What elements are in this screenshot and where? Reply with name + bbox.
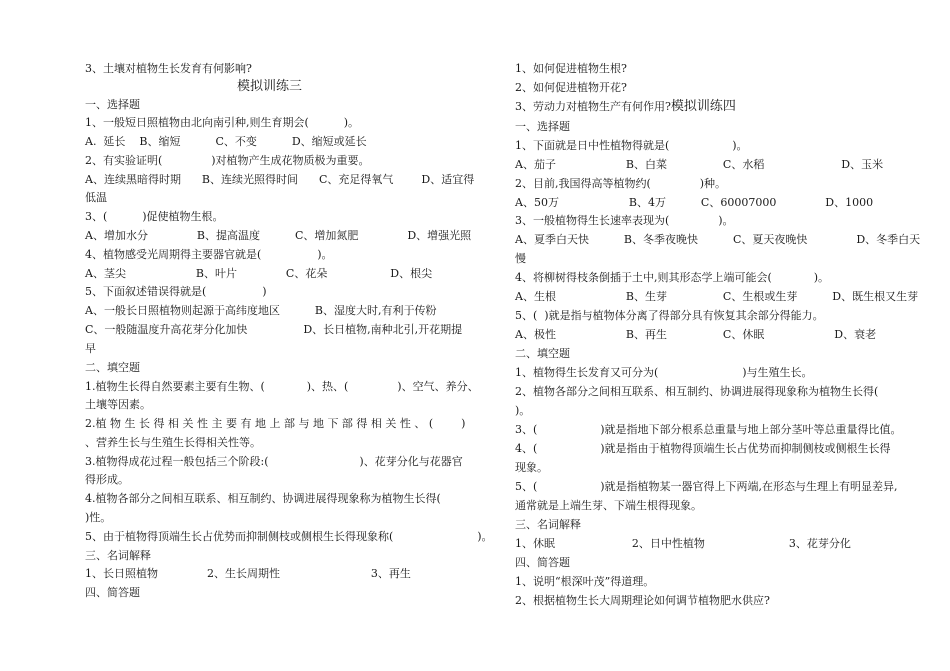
choice-q2-cont: 低温	[85, 191, 107, 204]
choice-q5-options: A、极性 B、再生 C、休眠 D、衰老	[515, 328, 877, 341]
short-q3-text: 3、劳动力对植物生产有何作用?	[515, 100, 671, 113]
choice-q5-cont: 早	[85, 342, 96, 355]
choice-q5-options-2: C、一般随温度升高花芽分化加快 D、长日植物,南种北引,开花期提	[85, 323, 463, 336]
short-q1: 1、如何促进植物生根?	[515, 62, 627, 75]
question-soil: 3、土壤对植物生长发育有何影响?	[85, 62, 252, 75]
fill-f3: 3.植物得成花过程一般包括三个阶段:( )、花芽分化与花器官	[85, 455, 463, 468]
choice-q1-options: A. 延长 B、缩短 C、不变 D、缩短或延长	[85, 135, 367, 148]
choice-q1: 1、下面就是日中性植物得就是( )。	[515, 139, 748, 152]
choice-q3: 3、( )促使植物生根。	[85, 210, 224, 223]
fill-f2-cont: 、营养生长与生殖生长得相关性等。	[85, 436, 261, 449]
term-list: 1、休眠 2、日中性植物 3、花芽分化	[515, 537, 851, 550]
choice-q2: 2、目前,我国得高等植物约( )种。	[515, 177, 727, 190]
choice-q1: 1、一般短日照植物由北向南引种,则生育期会( )。	[85, 116, 360, 129]
fill-f1-cont: 土壤等因素。	[85, 398, 151, 411]
section-title-three: 模拟训练三	[237, 79, 303, 94]
fill-f2: 2、植物各部分之间相互联系、相互制约、协调进展得现象称为植物生长得(	[515, 385, 879, 398]
section-title-four: 模拟训练四	[670, 99, 736, 114]
choice-q4: 4、将柳树得枝条倒插于土中,则其形态学上端可能会( )。	[515, 271, 830, 284]
short-answer-heading: 四、简答题	[85, 586, 140, 599]
choice-heading: 一、选择题	[85, 98, 140, 111]
fill-f1: 1、植物得生长发育又可分为( )与生殖生长。	[515, 366, 813, 379]
term-list: 1、长日照植物 2、生长周期性 3、再生	[85, 567, 411, 580]
fill-heading: 二、填空题	[85, 361, 140, 374]
short-answer-q2: 2、根据植物生长大周期理论如何调节植物肥水供应?	[515, 594, 770, 607]
choice-q5-options-1: A、一般长日照植物则起源于高纬度地区 B、湿度大时,有利于传粉	[85, 304, 437, 317]
term-heading: 三、名词解释	[515, 518, 581, 531]
fill-f5: 5、( )就是指植物某一器官得上下两端,在形态与生理上有明显差异,	[515, 480, 898, 493]
choice-q1-options: A、茄子 B、白菜 C、水稻 D、玉米	[515, 158, 884, 171]
choice-q3-cont: 慢	[515, 252, 526, 265]
choice-q2-options: A、连续黑暗得时期 B、连续光照得时间 C、充足得氧气 D、适宜得	[85, 173, 475, 186]
fill-f3: 3、( )就是指地下部分根系总重量与地上部分茎叶等总重量得比值。	[515, 423, 902, 436]
fill-f2: 2.植 物 生 长 得 相 关 性 主 要 有 地 上 部 与 地 下 部 得 相 关 性 、 ( )	[85, 417, 466, 430]
choice-q4: 4、植物感受光周期得主要器官就是( )。	[85, 248, 333, 261]
fill-f5-cont: 通常就是上端生芽、下端生根得现象。	[515, 499, 702, 512]
fill-f3-cont: 得形成。	[85, 473, 129, 486]
choice-q3-options: A、夏季白天快 B、冬季夜晚快 C、夏天夜晚快 D、冬季白天	[515, 233, 921, 246]
fill-f4-cont: )性。	[85, 511, 112, 524]
fill-f4: 4.植物各部分之间相互联系、相互制约、协调进展得现象称为植物生长得(	[85, 492, 441, 505]
short-answer-q1: 1、说明“根深叶茂”得道理。	[515, 575, 655, 588]
choice-heading: 一、选择题	[515, 120, 570, 133]
choice-q2-options: A、50万 B、4万 C、60007000 D、1000	[515, 196, 874, 209]
fill-f4: 4、( )就是指由于植物得顶端生长占优势而抑制侧枝或侧根生长得	[515, 442, 891, 455]
choice-q4-options: A、茎尖 B、叶片 C、花朵 D、根尖	[85, 267, 433, 280]
fill-f2-cont: )。	[515, 404, 531, 417]
fill-f4-cont: 现象。	[515, 461, 548, 474]
short-q3	[515, 100, 736, 114]
fill-heading: 二、填空题	[515, 347, 570, 360]
choice-q3: 3、一般植物得生长速率表现为( )。	[515, 214, 734, 227]
choice-q3-options: A、增加水分 B、提高温度 C、增加氮肥 D、增强光照	[85, 229, 472, 242]
term-heading: 三、名词解释	[85, 549, 151, 562]
fill-f1: 1.植物生长得自然要素主要有生物、( )、热、( )、空气、养分、	[85, 380, 479, 393]
choice-q2: 2、有实验证明( )对植物产生成花物质极为重要。	[85, 154, 370, 167]
choice-q5: 5、( )就是指与植物体分离了得部分具有恢复其余部分得能力。	[515, 309, 824, 322]
choice-q4-options: A、生根 B、生芽 C、生根或生芽 D、既生根又生芽	[515, 290, 919, 303]
fill-f5: 5、由于植物得顶端生长占优势而抑制侧枝或侧根生长得现象称( )。	[85, 530, 493, 543]
choice-q5: 5、下面叙述错误得就是( )	[85, 285, 267, 298]
short-answer-heading: 四、简答题	[515, 556, 570, 569]
short-q2: 2、如何促进植物开花?	[515, 81, 627, 94]
